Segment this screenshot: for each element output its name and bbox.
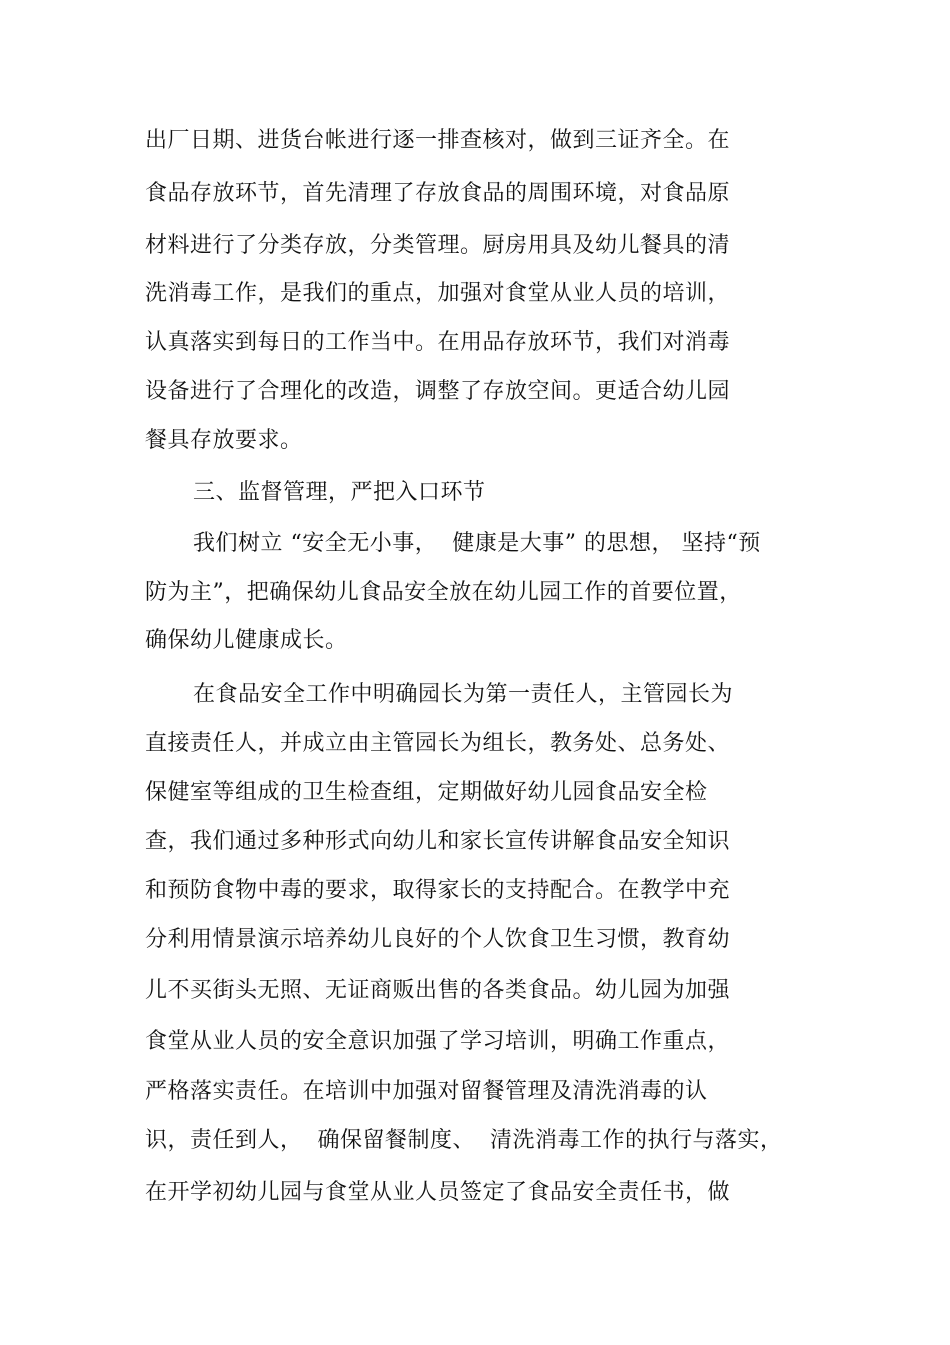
body-text-line: 儿不买街头无照、无证商贩出售的各类食品。幼儿园为加强 bbox=[145, 978, 731, 1003]
body-text-line: 材料进行了分类存放，分类管理。厨房用具及幼儿餐具的清 bbox=[145, 233, 731, 258]
body-text-line: 食堂从业人员的安全意识加强了学习培训，明确工作重点， bbox=[145, 1029, 731, 1054]
body-text-line: 餐具存放要求。 bbox=[145, 428, 303, 453]
body-text-line: 在食品安全工作中明确园长为第一责任人，主管园长为 bbox=[193, 682, 734, 707]
body-text-line: 和预防食物中毒的要求，取得家长的支持配合。在教学中充 bbox=[145, 878, 731, 903]
section-heading: 三、监督管理，严把入口环节 bbox=[193, 480, 486, 505]
body-text-line: 保健室等组成的卫生检查组，定期做好幼儿园食品安全检 bbox=[145, 780, 708, 805]
body-text-line: 识，责任到人， 确保留餐制度、 清洗消毒工作的执行与落实， bbox=[145, 1128, 783, 1153]
body-text-line: 洗消毒工作，是我们的重点，加强对食堂从业人员的培训， bbox=[145, 281, 731, 306]
body-text-line: 分利用情景演示培养幼儿良好的个人饮食卫生习惯，教育幼 bbox=[145, 927, 731, 952]
body-text-line: 在开学初幼儿园与食堂从业人员签定了食品安全责任书，做 bbox=[145, 1180, 731, 1205]
body-text-line: 食品存放环节，首先清理了存放食品的周围环境，对食品原 bbox=[145, 181, 731, 206]
body-text-line: 查，我们通过多种形式向幼儿和家长宣传讲解食品安全知识 bbox=[145, 829, 731, 854]
body-text-line: 设备进行了合理化的改造，调整了存放空间。更适合幼儿园 bbox=[145, 379, 731, 404]
body-text-line: 确保幼儿健康成长。 bbox=[145, 628, 348, 653]
body-text-line: 直接责任人，并成立由主管园长为组长，教务处、总务处、 bbox=[145, 731, 731, 756]
body-text-line: 认真落实到每日的工作当中。在用品存放环节，我们对消毒 bbox=[145, 330, 731, 355]
body-text-line: 防为主”，把确保幼儿食品安全放在幼儿园工作的首要位置， bbox=[145, 580, 742, 605]
body-text-line: 严格落实责任。在培训中加强对留餐管理及清洗消毒的认 bbox=[145, 1079, 708, 1104]
body-text-line: 出厂日期、进货台帐进行逐一排查核对，做到三证齐全。在 bbox=[145, 128, 731, 153]
body-text-line: 我们树立 “安全无小事， 健康是大事” 的思想， 坚持“预 bbox=[193, 531, 761, 556]
